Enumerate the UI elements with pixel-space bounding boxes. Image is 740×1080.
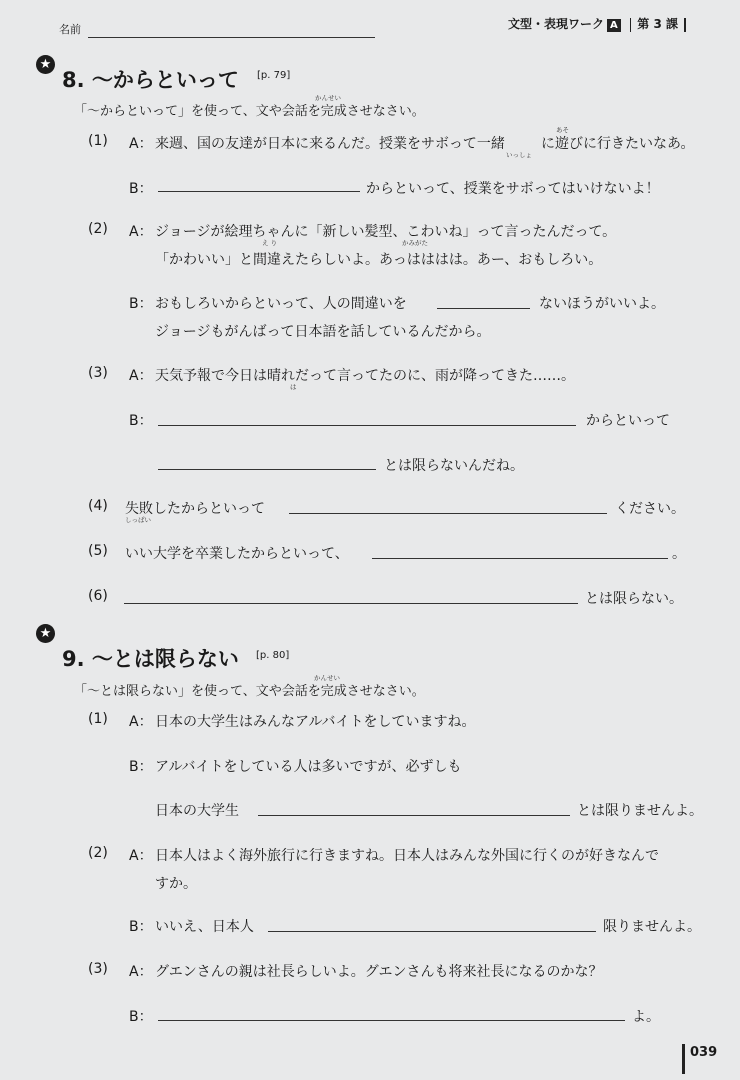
- speaker-a: A：: [129, 368, 153, 384]
- breadcrumb-grammar: 文型: [508, 17, 533, 31]
- section-8-title: 8. 〜からといって: [62, 68, 239, 92]
- speaker-b: B：: [129, 413, 153, 429]
- speaker-a: A：: [129, 848, 153, 864]
- item-text: とは限らない。: [585, 591, 683, 607]
- answer-blank[interactable]: [158, 425, 576, 426]
- level-badge: A: [607, 19, 621, 32]
- dialog-text: 日本の大学生はみんなアルバイトをしていますね。: [155, 714, 476, 730]
- ruby: あそ: [556, 126, 569, 134]
- speaker-b: B：: [129, 181, 153, 197]
- speaker-a: A：: [129, 714, 153, 730]
- section-8-page-ref: [p. 79]: [257, 70, 291, 81]
- answer-blank[interactable]: [258, 815, 570, 816]
- speaker-a: A：: [129, 136, 153, 152]
- speaker-b: B：: [129, 759, 153, 775]
- name-blank[interactable]: [88, 37, 375, 38]
- answer-blank[interactable]: [372, 558, 668, 559]
- ruby: かんせい: [315, 94, 341, 102]
- dialog-text: からといって: [586, 413, 670, 429]
- dialog-text: ないほうがいいよ。: [539, 296, 665, 312]
- speaker-b: B：: [129, 296, 153, 312]
- lesson-number: 第 3 課: [637, 17, 678, 31]
- ruby: は: [290, 383, 297, 391]
- name-label: 名前: [59, 23, 81, 36]
- ruby: いっしょ: [506, 151, 532, 159]
- section-9-page-ref: [p. 80]: [256, 650, 290, 661]
- star-icon: ★: [36, 624, 55, 643]
- dialog-text: 限りませんよ。: [603, 919, 701, 935]
- item-number: (6): [88, 588, 108, 604]
- dialog-text: に遊びに行きたいなあ。: [541, 136, 695, 152]
- dialog-text: おもしろいからといって、人の間違いを: [155, 296, 407, 312]
- dialog-text: とは限らないんだね。: [384, 458, 524, 474]
- section-9-title: 9. 〜とは限らない: [62, 647, 239, 671]
- dialog-text: とは限りませんよ。: [577, 803, 703, 819]
- dialog-text: ジョージが絵理ちゃんに「新しい髪型、こわいね」って言ったんだって。: [155, 224, 617, 240]
- dialog-text: グエンさんの親は社長らしいよ。グエンさんも将来社長になるのかな？: [155, 964, 603, 980]
- item-text: 。: [672, 546, 686, 562]
- item-text: ください。: [615, 501, 685, 517]
- item-number: (4): [88, 498, 108, 514]
- dialog-text: からといって、授業をサボってはいけないよ！: [366, 181, 660, 197]
- item-number: (2): [88, 845, 108, 861]
- item-number: (1): [88, 711, 108, 727]
- answer-blank[interactable]: [158, 469, 376, 470]
- dialog-text: 「かわいい」と間違えたらしいよ。あっはははは。あー、おもしろい。: [155, 252, 603, 268]
- answer-blank[interactable]: [124, 603, 578, 604]
- item-number: (3): [88, 365, 108, 381]
- breadcrumb-expression-work: ・表現ワーク: [532, 17, 605, 31]
- header-divider-end: [684, 18, 686, 32]
- item-number: (3): [88, 961, 108, 977]
- answer-blank[interactable]: [158, 191, 360, 192]
- item-number: (5): [88, 543, 108, 559]
- dialog-text: すか。: [155, 876, 197, 892]
- dialog-text: ジョージもがんばって日本語を話しているんだから。: [155, 324, 491, 340]
- lesson-header: [508, 15, 692, 32]
- speaker-b: B：: [129, 919, 153, 935]
- answer-blank[interactable]: [268, 931, 596, 932]
- item-number: (2): [88, 221, 108, 237]
- dialog-text: 日本の大学生: [155, 803, 239, 819]
- ruby: え り: [262, 239, 278, 247]
- dialog-text: 天気予報で今日は晴れだって言ってたのに、雨が降ってきた……。: [155, 368, 575, 384]
- speaker-a: A：: [129, 964, 153, 980]
- ruby: しっぱい: [125, 516, 151, 524]
- dialog-text: アルバイトをしている人は多いですが、必ずしも: [155, 759, 462, 775]
- item-number: (1): [88, 133, 108, 149]
- page-number: 039: [690, 1045, 718, 1060]
- dialog-text: よ。: [632, 1009, 660, 1025]
- answer-blank[interactable]: [289, 513, 607, 514]
- star-icon: ★: [36, 55, 55, 74]
- page-number-bar: [682, 1044, 685, 1074]
- header-divider: [630, 18, 632, 32]
- ruby: かみがた: [402, 239, 428, 247]
- speaker-a: A：: [129, 224, 153, 240]
- item-text: 失敗したからといって: [125, 501, 265, 517]
- ruby: かんせい: [314, 674, 340, 682]
- dialog-text: 日本人はよく海外旅行に行きますね。日本人はみんな外国に行くのが好きなんで: [155, 848, 659, 864]
- answer-blank[interactable]: [437, 308, 530, 309]
- section-9-instruction: 「〜とは限らない」を使って、文や会話を完成させなさい。: [74, 684, 425, 699]
- dialog-text: いいえ、日本人: [155, 919, 254, 935]
- section-8-instruction: 「〜からといって」を使って、文や会話を完成させなさい。: [74, 104, 425, 119]
- answer-blank[interactable]: [158, 1020, 625, 1021]
- item-text: いい大学を卒業したからといって、: [125, 546, 349, 562]
- dialog-text: 来週、国の友達が日本に来るんだ。授業をサボって一緒: [155, 136, 505, 152]
- speaker-b: B：: [129, 1009, 153, 1025]
